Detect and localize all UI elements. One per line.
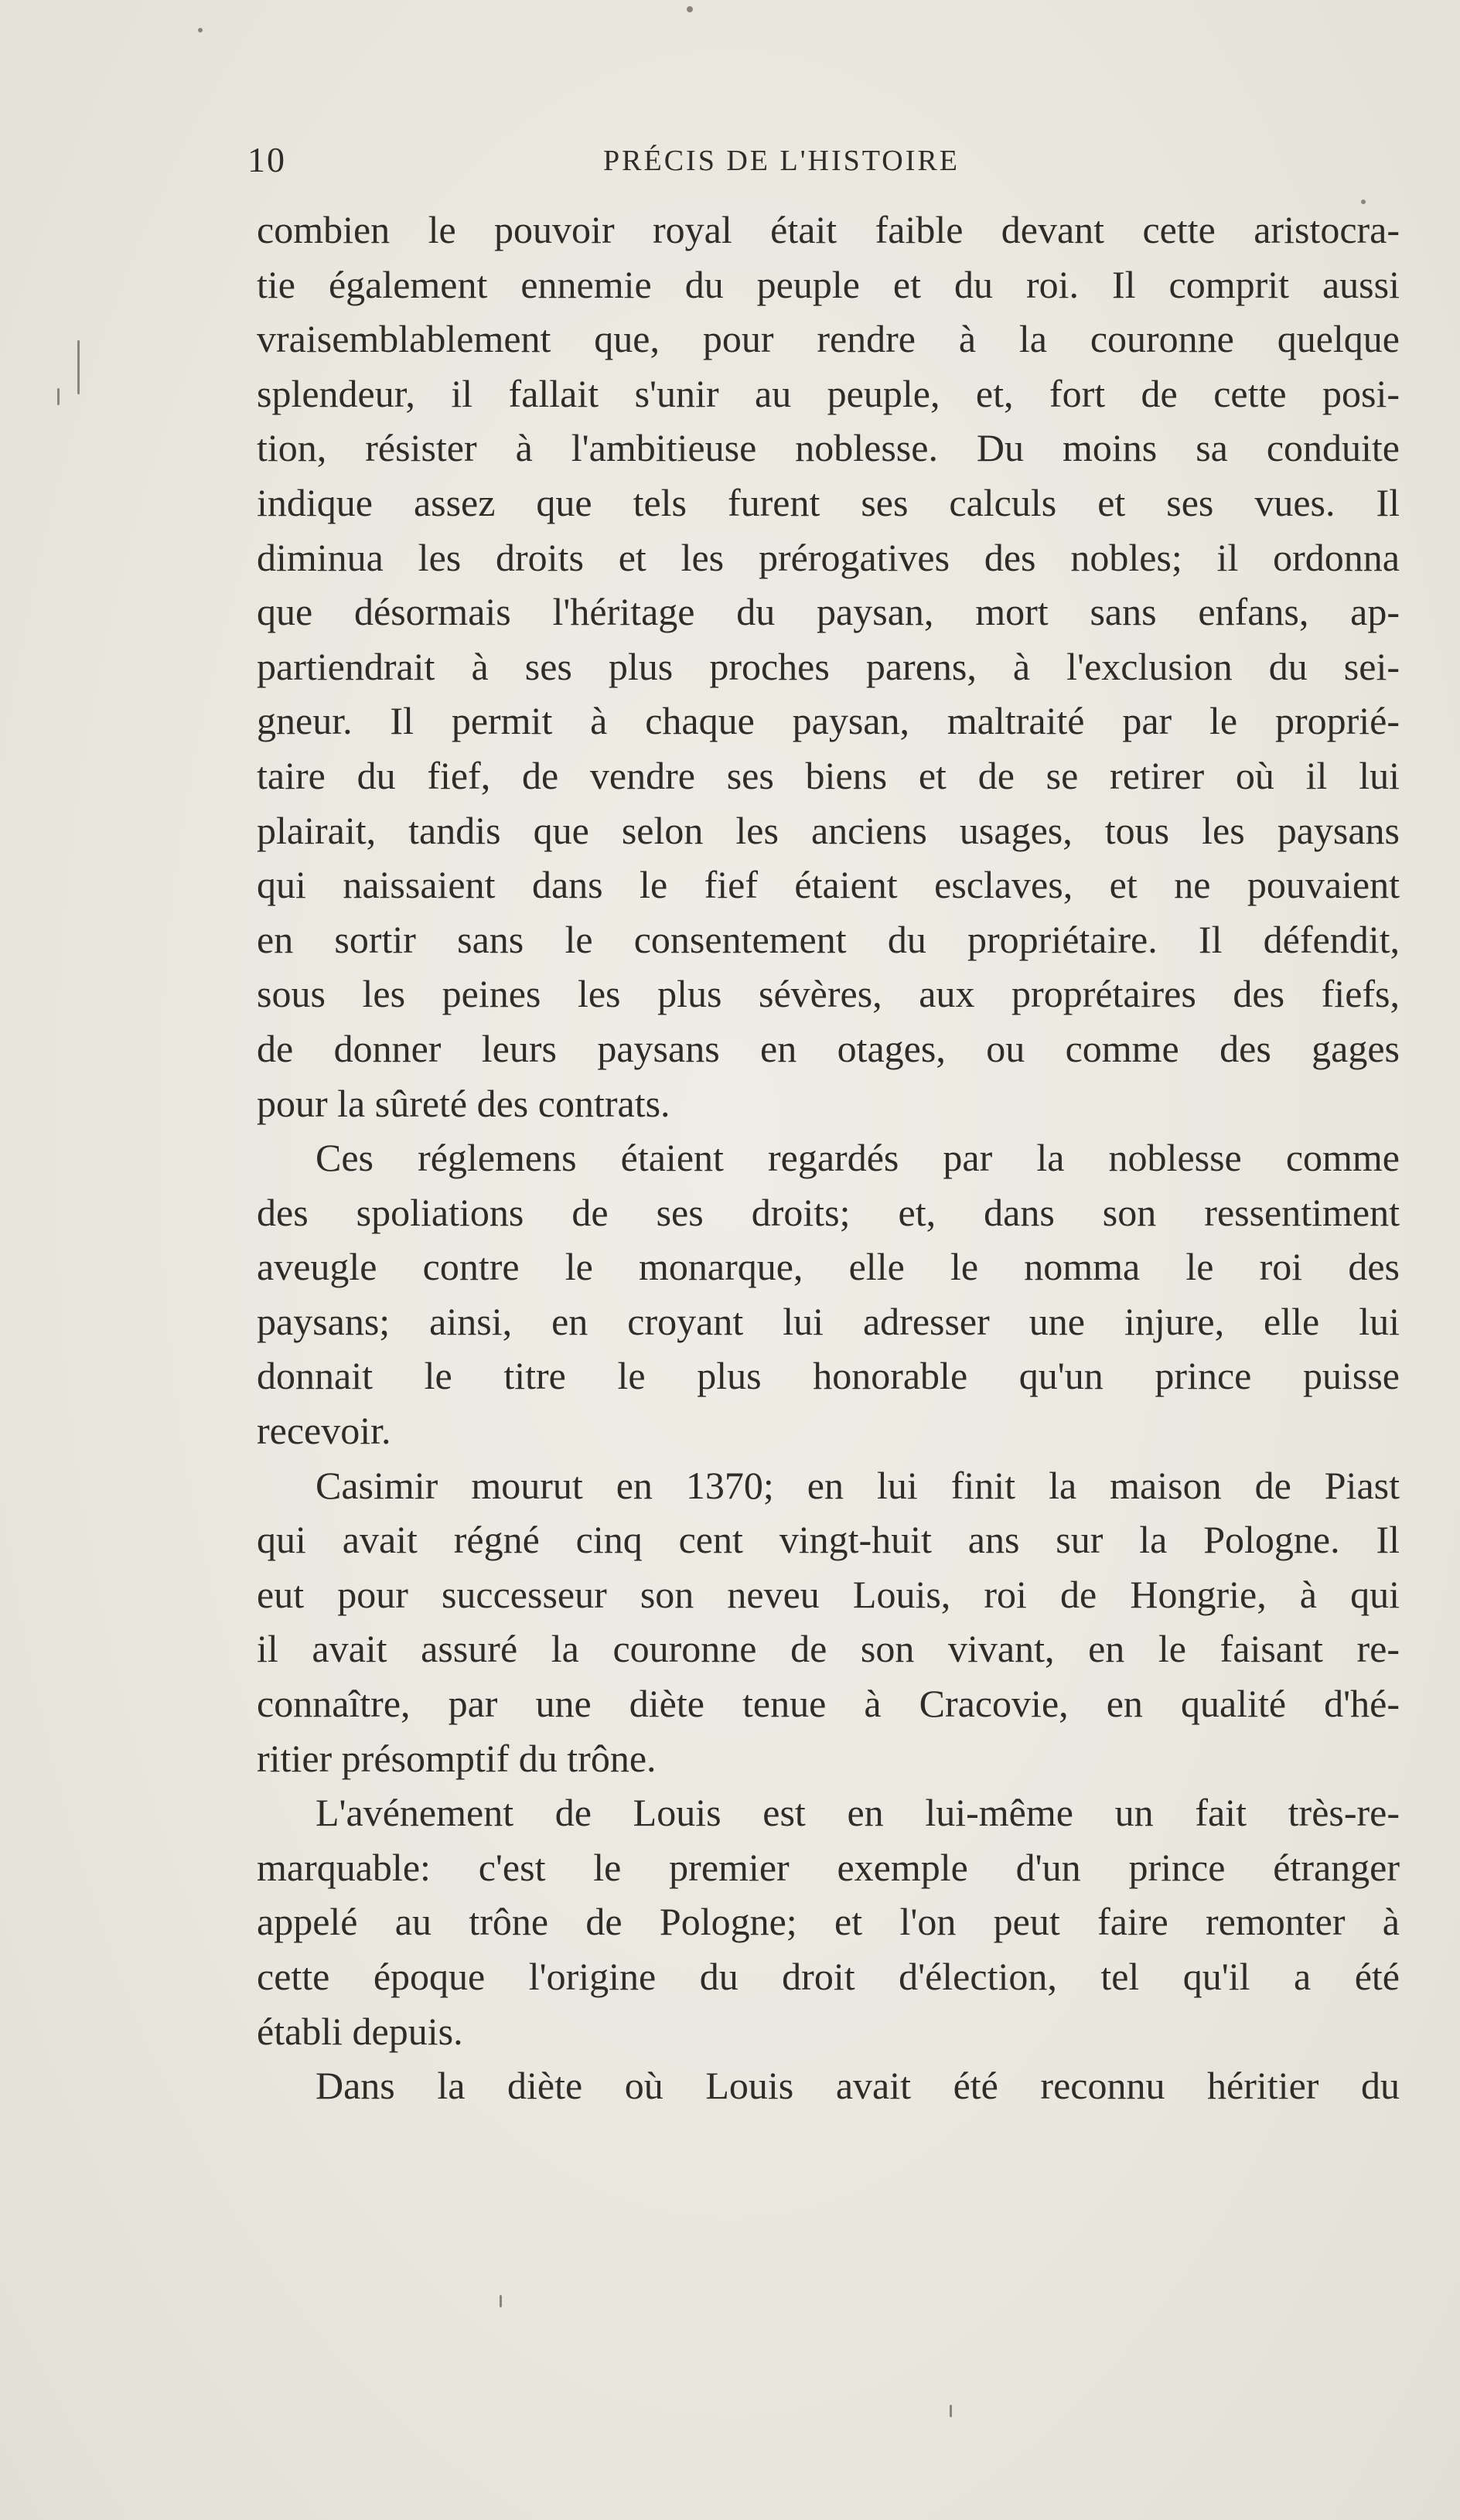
text-line: gneur. Il permit à chaque paysan, maltraité par le proprié- [257, 699, 1400, 743]
page-header [247, 139, 1407, 193]
paper-speck [198, 28, 203, 32]
text-line: marquable: c'est le premier exemple d'un prince étranger [257, 1845, 1400, 1889]
paragraph-start-line: Ces réglemens étaient regardés par la noblesse comme [316, 1136, 1400, 1180]
running-title: PRÉCIS DE L'HISTOIRE [603, 145, 960, 177]
text-line: vraisemblablement que, pour rendre à la couronne quelque [257, 317, 1400, 361]
text-line: recevoir. [257, 1409, 391, 1453]
text-line: qui avait régné cinq cent vingt-huit ans sur la Pologne. Il [257, 1518, 1400, 1562]
text-line: sous les peines les plus sévères, aux proprétaires des fiefs, [257, 972, 1400, 1016]
text-line: taire du fief, de vendre ses biens et de se retirer où il lui [257, 753, 1400, 797]
text-line: paysans; ainsi, en croyant lui adresser une injure, elle lui [257, 1299, 1400, 1343]
text-line: indique assez que tels furent ses calculs et ses vues. Il [257, 480, 1400, 524]
text-line: donnait le titre le plus honorable qu'un prince puisse [257, 1354, 1400, 1398]
text-line: partiendrait à ses plus proches parens, à l'exclusion du sei- [257, 644, 1400, 688]
paper-speck [687, 6, 693, 12]
text-line: diminua les droits et les prérogatives des nobles; il ordonna [257, 535, 1400, 579]
body-text [257, 203, 1400, 2113]
text-line: pour la sûreté des contrats. [257, 1081, 670, 1125]
text-line: splendeur, il fallait s'unir au peuple, et, fort de cette posi- [257, 371, 1400, 415]
text-line: combien le pouvoir royal était faible devant cette aristocra- [257, 208, 1400, 251]
paragraph-start-line: Casimir mourut en 1370; en lui finit la maison de Piast [316, 1463, 1400, 1507]
text-line: ritier présomptif du trône. [257, 1736, 657, 1780]
paper-speck [950, 2405, 952, 2417]
paper-speck [500, 2295, 502, 2307]
paper-speck [77, 340, 80, 394]
text-line: plairait, tandis que selon les anciens usages, tous les paysans [257, 808, 1400, 852]
text-line: tion, résister à l'ambitieuse noblesse. Du moins sa conduite [257, 426, 1400, 470]
text-line: établi depuis. [257, 2009, 463, 2053]
paper-speck [57, 388, 60, 405]
page-number: 10 [247, 140, 286, 179]
paragraph-start-line: L'avénement de Louis est en lui-même un fait très-re- [316, 1791, 1400, 1835]
text-line: de donner leurs paysans en otages, ou comme des gages [257, 1026, 1400, 1070]
text-line: en sortir sans le consentement du propriétaire. Il défendit, [257, 917, 1400, 961]
text-line: aveugle contre le monarque, elle le nomma le roi des [257, 1245, 1400, 1289]
text-line: appelé au trône de Pologne; et l'on peut faire remonter à [257, 1900, 1400, 1944]
text-line: connaître, par une diète tenue à Cracovie, en qualité d'hé- [257, 1682, 1400, 1726]
text-line: il avait assuré la couronne de son vivant, en le faisant re- [257, 1627, 1400, 1671]
text-line: que désormais l'héritage du paysan, mort sans enfans, ap- [257, 590, 1400, 634]
text-line: tie également ennemie du peuple et du roi. Il comprit aussi [257, 262, 1400, 306]
paragraph-start-line: Dans la diète où Louis avait été reconnu héritier du [316, 2064, 1400, 2108]
text-line: des spoliations de ses droits; et, dans son ressentiment [257, 1190, 1400, 1234]
paper-speck [1361, 199, 1366, 204]
text-line: qui naissaient dans le fief étaient esclaves, et ne pouvaient [257, 863, 1400, 907]
text-line: eut pour successeur son neveu Louis, roi de Hongrie, à qui [257, 1572, 1400, 1616]
text-line: cette époque l'origine du droit d'élection, tel qu'il a été [257, 1955, 1400, 1998]
